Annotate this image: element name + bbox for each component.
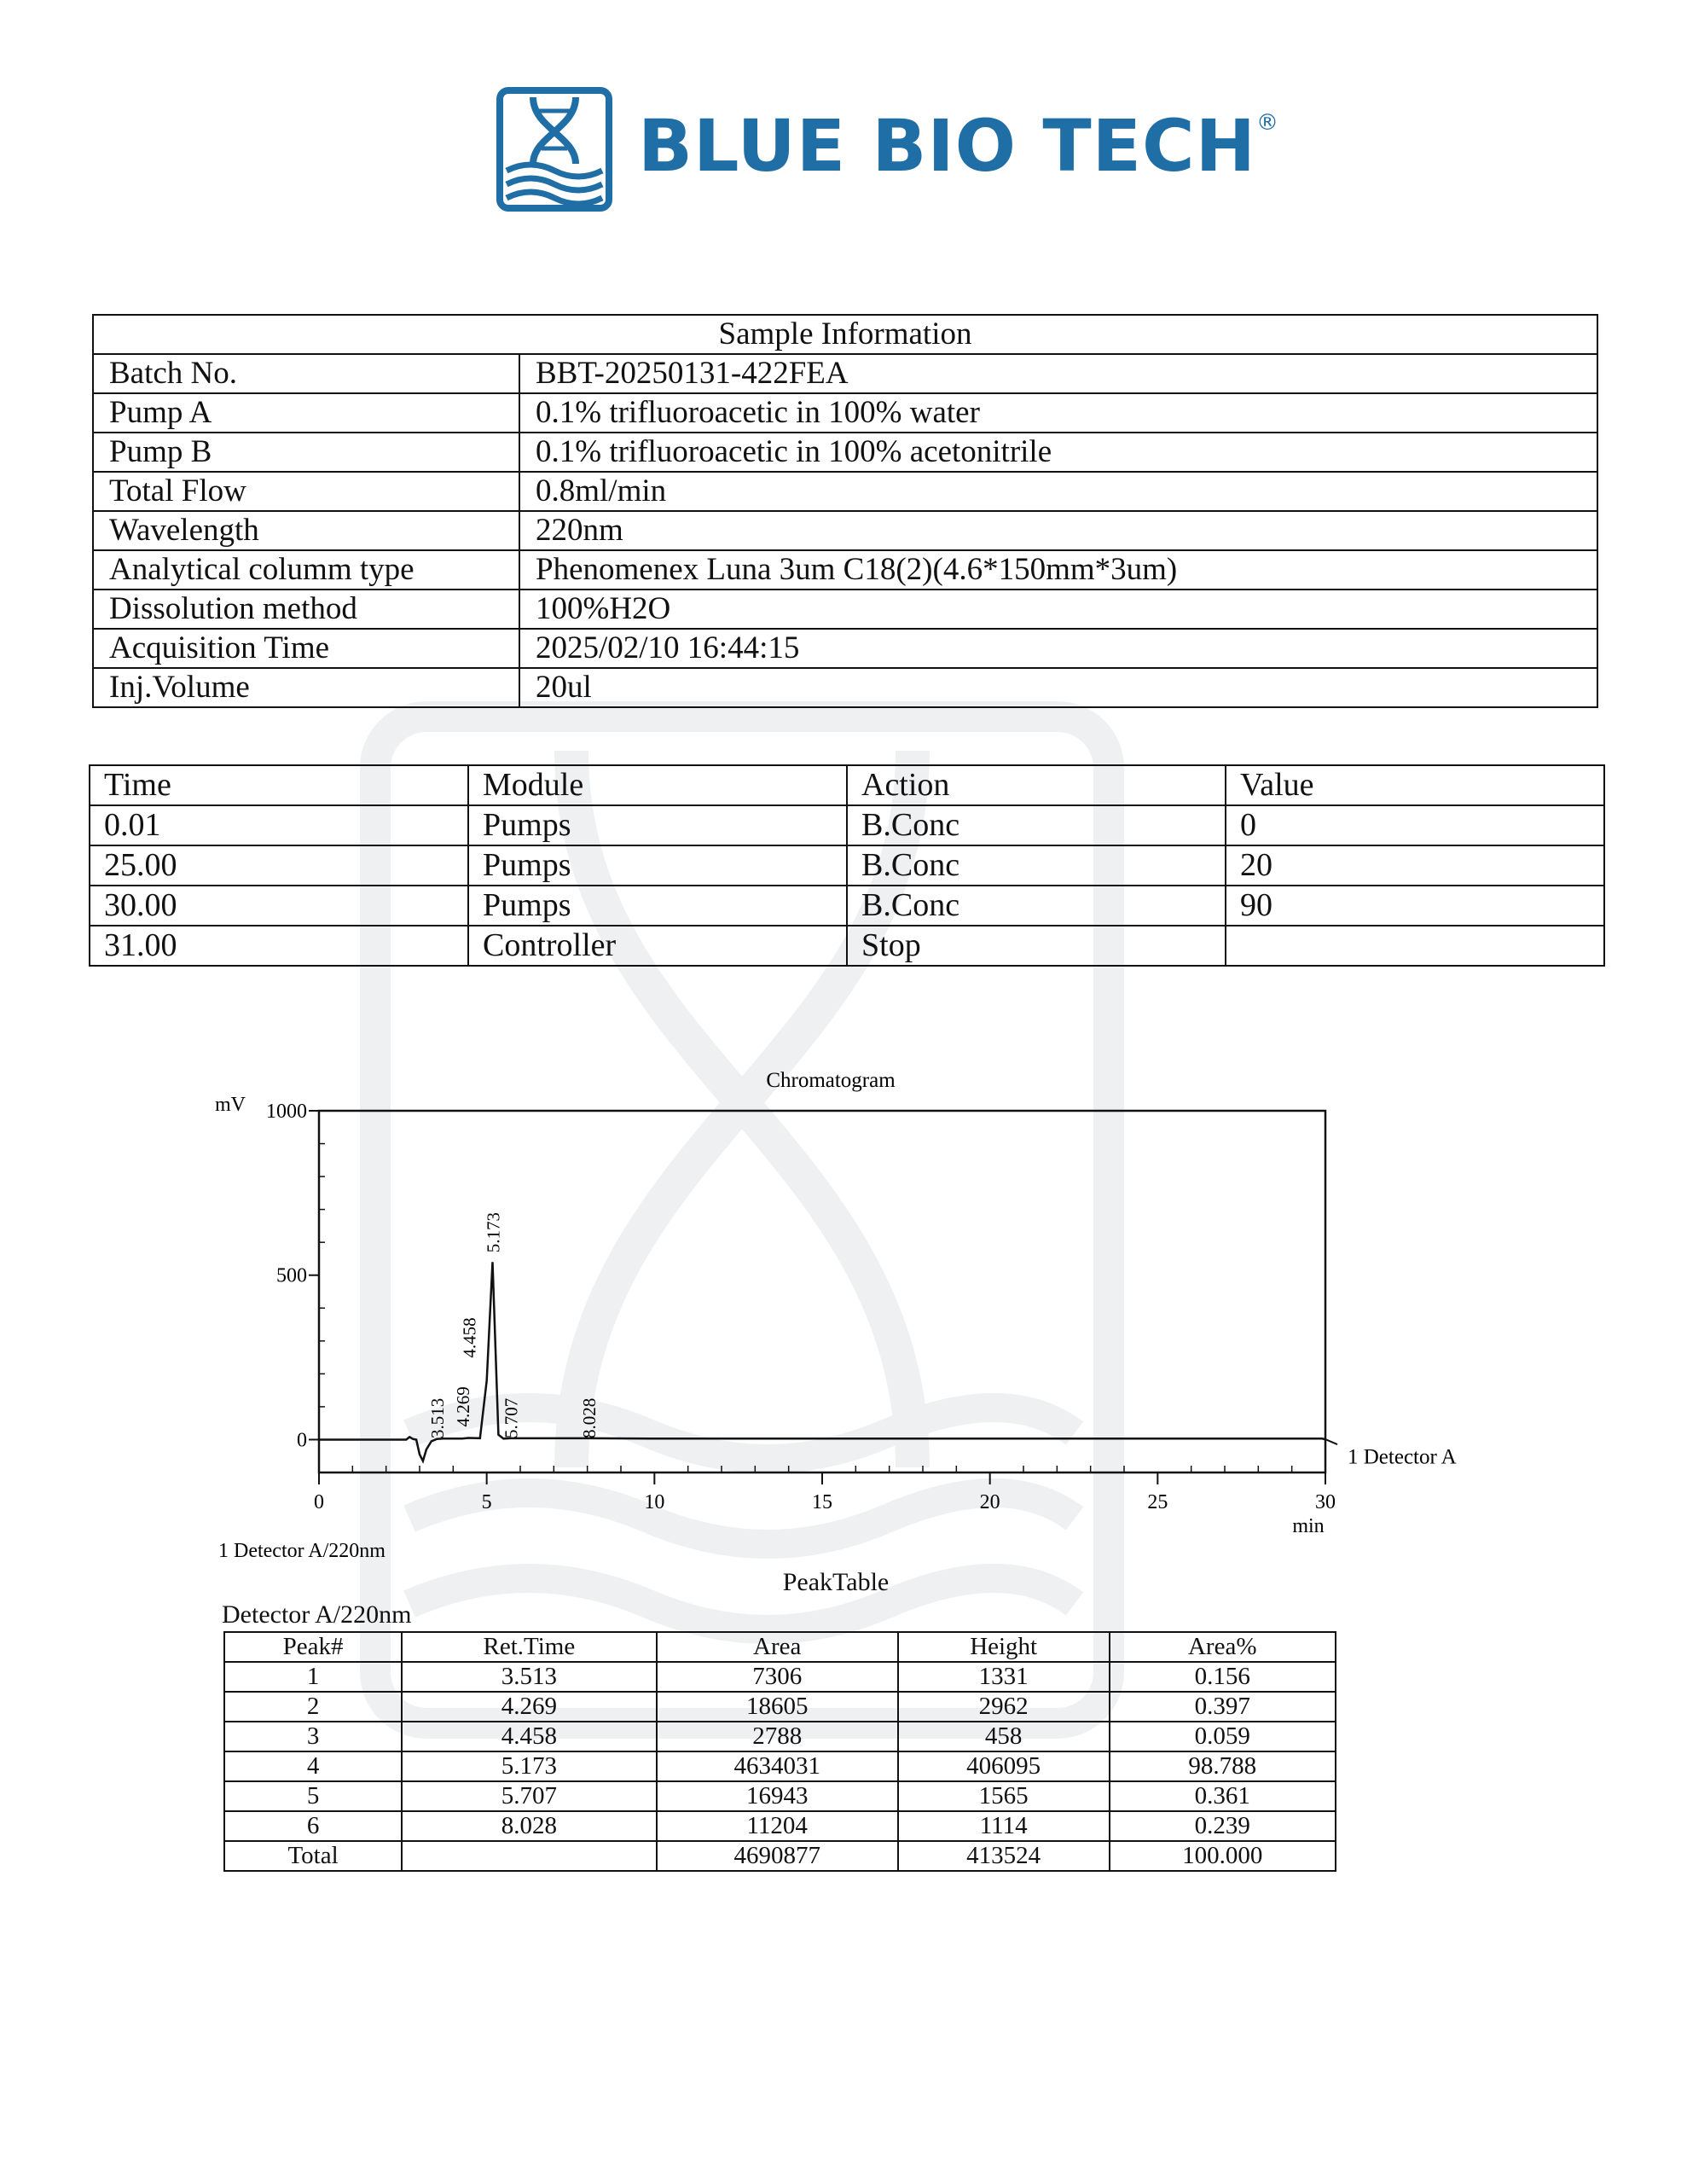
chromatogram-chart (205, 1058, 1501, 1570)
peak-table-header: Height (898, 1632, 1110, 1662)
peak-label: 5.173 (483, 1211, 504, 1253)
peak-table-cell: 100.000 (1110, 1841, 1336, 1871)
sample-info-row (93, 354, 1597, 393)
peak-table-cell: 406095 (898, 1751, 1110, 1781)
time-program-cell: B.Conc (847, 845, 1226, 886)
sample-info-row (93, 393, 1597, 433)
time-program-cell: Pumps (468, 805, 847, 845)
sample-info-key: Wavelength (93, 511, 519, 550)
peak-table-cell: 0.361 (1110, 1781, 1336, 1811)
peak-table-cell: 2 (224, 1692, 402, 1722)
peak-table-cell: 1114 (898, 1811, 1110, 1841)
time-program-cell: Controller (468, 926, 847, 966)
peak-table-cell: 0.156 (1110, 1662, 1336, 1692)
time-program-cell: Pumps (468, 845, 847, 886)
time-program-table (89, 764, 1605, 967)
sample-info-value: 0.8ml/min (519, 472, 1597, 511)
detector-a-trace (319, 1262, 1325, 1461)
peak-table-row (224, 1662, 1336, 1692)
peak-table-cell: 4 (224, 1751, 402, 1781)
sample-info-row (93, 550, 1597, 590)
time-program-row (90, 886, 1604, 926)
peak-table (223, 1631, 1336, 1872)
sample-info-key: Acquisition Time (93, 629, 519, 668)
peak-table-cell: 5 (224, 1781, 402, 1811)
time-program-cell: Pumps (468, 886, 847, 926)
peak-table-header-row (224, 1632, 1336, 1662)
peak-table-cell: 2788 (657, 1722, 898, 1751)
dna-logo-icon (495, 85, 614, 213)
sample-info-row (93, 433, 1597, 472)
sample-info-row (93, 629, 1597, 668)
peak-table-cell (402, 1841, 656, 1871)
y-tick-label: 500 (276, 1264, 307, 1287)
logo-text (638, 104, 1279, 188)
sample-information-table (92, 314, 1598, 708)
time-program-row (90, 845, 1604, 886)
time-program-cell: 30.00 (90, 886, 468, 926)
sample-info-row (93, 511, 1597, 550)
time-program-cell: 31.00 (90, 926, 468, 966)
peak-table-cell: 7306 (657, 1662, 898, 1692)
chart-title: Chromatogram (766, 1069, 896, 1092)
x-tick-label: 5 (481, 1491, 492, 1513)
time-program-header: Value (1226, 765, 1604, 805)
sample-info-row (93, 472, 1597, 511)
sample-info-value: 2025/02/10 16:44:15 (519, 629, 1597, 668)
time-program-cell: 20 (1226, 845, 1604, 886)
sample-info-key: Total Flow (93, 472, 519, 511)
time-program-header: Time (90, 765, 468, 805)
time-program-header: Action (847, 765, 1226, 805)
peak-table-header: Ret.Time (402, 1632, 656, 1662)
peak-table-detector: Detector A/220nm (222, 1600, 412, 1629)
sample-info-row (93, 668, 1597, 707)
sample-info-value: BBT-20250131-422FEA (519, 354, 1597, 393)
x-tick-label: 20 (979, 1491, 1000, 1513)
peak-table-cell: 3 (224, 1722, 402, 1751)
peak-table-row (224, 1811, 1336, 1841)
time-program-header-row (90, 765, 1604, 805)
peak-table-cell: 0.059 (1110, 1722, 1336, 1751)
time-program-cell: 25.00 (90, 845, 468, 886)
peak-table-row (224, 1841, 1336, 1871)
time-program-row (90, 805, 1604, 845)
registered-mark: ® (1255, 110, 1279, 136)
sample-info-value: 20ul (519, 668, 1597, 707)
x-axis-label: min (1292, 1515, 1325, 1537)
time-program-cell: B.Conc (847, 805, 1226, 845)
peak-table-cell: 3.513 (402, 1662, 656, 1692)
peak-table-cell: 1331 (898, 1662, 1110, 1692)
company-logo (495, 85, 1279, 222)
peak-table-cell: 4.269 (402, 1692, 656, 1722)
sample-info-value: Phenomenex Luna 3um C18(2)(4.6*150mm*3um) (519, 550, 1597, 590)
x-tick-label: 30 (1315, 1491, 1336, 1513)
sample-info-row (93, 590, 1597, 629)
peak-table-cell: 5.173 (402, 1751, 656, 1781)
peak-label: 4.458 (459, 1317, 480, 1358)
time-program-cell: 90 (1226, 886, 1604, 926)
peak-label: 5.707 (501, 1397, 522, 1439)
sample-info-key: Analytical columm type (93, 550, 519, 590)
logo-wordmark: BLUE BIO TECH (638, 104, 1256, 188)
peak-label: 3.513 (427, 1397, 449, 1439)
sample-info-key: Dissolution method (93, 590, 519, 629)
peak-table-cell: Total (224, 1841, 402, 1871)
trace-tail (1325, 1439, 1337, 1444)
time-program-header: Module (468, 765, 847, 805)
sample-info-key: Pump B (93, 433, 519, 472)
x-tick-label: 25 (1147, 1491, 1168, 1513)
peak-table-cell: 18605 (657, 1692, 898, 1722)
sample-info-key: Batch No. (93, 354, 519, 393)
peak-table-cell: 4634031 (657, 1751, 898, 1781)
peak-table-cell: 0.397 (1110, 1692, 1336, 1722)
sample-info-value: 0.1% trifluoroacetic in 100% water (519, 393, 1597, 433)
trace-label: 1 Detector A (1348, 1445, 1457, 1469)
peak-table-header: Area% (1110, 1632, 1336, 1662)
time-program-cell (1226, 926, 1604, 966)
peak-table-row (224, 1692, 1336, 1722)
peak-table-cell: 413524 (898, 1841, 1110, 1871)
peak-table-cell: 6 (224, 1811, 402, 1841)
peak-table-row (224, 1751, 1336, 1781)
peak-table-row (224, 1781, 1336, 1811)
x-tick-label: 0 (314, 1491, 324, 1513)
sample-information-title: Sample Information (93, 315, 1597, 354)
peak-table-cell: 1 (224, 1662, 402, 1692)
peak-table-cell: 1565 (898, 1781, 1110, 1811)
peak-table-cell: 4690877 (657, 1841, 898, 1871)
peak-table-cell: 11204 (657, 1811, 898, 1841)
peak-table-row (224, 1722, 1336, 1751)
time-program-cell: Stop (847, 926, 1226, 966)
peak-table-title: PeakTable (782, 1568, 890, 1596)
sample-info-value: 0.1% trifluoroacetic in 100% acetonitrile (519, 433, 1597, 472)
peak-table-header: Peak# (224, 1632, 402, 1662)
sample-info-key: Pump A (93, 393, 519, 433)
time-program-cell: 0.01 (90, 805, 468, 845)
sample-info-value: 220nm (519, 511, 1597, 550)
sample-info-key: Inj.Volume (93, 668, 519, 707)
peak-table-cell: 0.239 (1110, 1811, 1336, 1841)
time-program-row (90, 926, 1604, 966)
peak-table-cell: 5.707 (402, 1781, 656, 1811)
time-program-cell: B.Conc (847, 886, 1226, 926)
peak-table-cell: 16943 (657, 1781, 898, 1811)
peak-table-header: Area (657, 1632, 898, 1662)
peak-table-cell: 4.458 (402, 1722, 656, 1751)
chart-footer: 1 Detector A/220nm (218, 1540, 386, 1562)
peak-label: 8.028 (578, 1397, 600, 1439)
sample-info-value: 100%H2O (519, 590, 1597, 629)
peak-table-cell: 8.028 (402, 1811, 656, 1841)
peak-table-cell: 2962 (898, 1692, 1110, 1722)
y-tick-label: 1000 (266, 1101, 307, 1123)
time-program-cell: 0 (1226, 805, 1604, 845)
y-tick-label: 0 (297, 1429, 307, 1452)
peak-table-cell: 98.788 (1110, 1751, 1336, 1781)
y-axis-label: mV (215, 1094, 246, 1116)
x-tick-label: 10 (644, 1491, 665, 1513)
peak-table-cell: 458 (898, 1722, 1110, 1751)
peak-label: 4.269 (452, 1386, 473, 1427)
x-tick-label: 15 (812, 1491, 832, 1513)
